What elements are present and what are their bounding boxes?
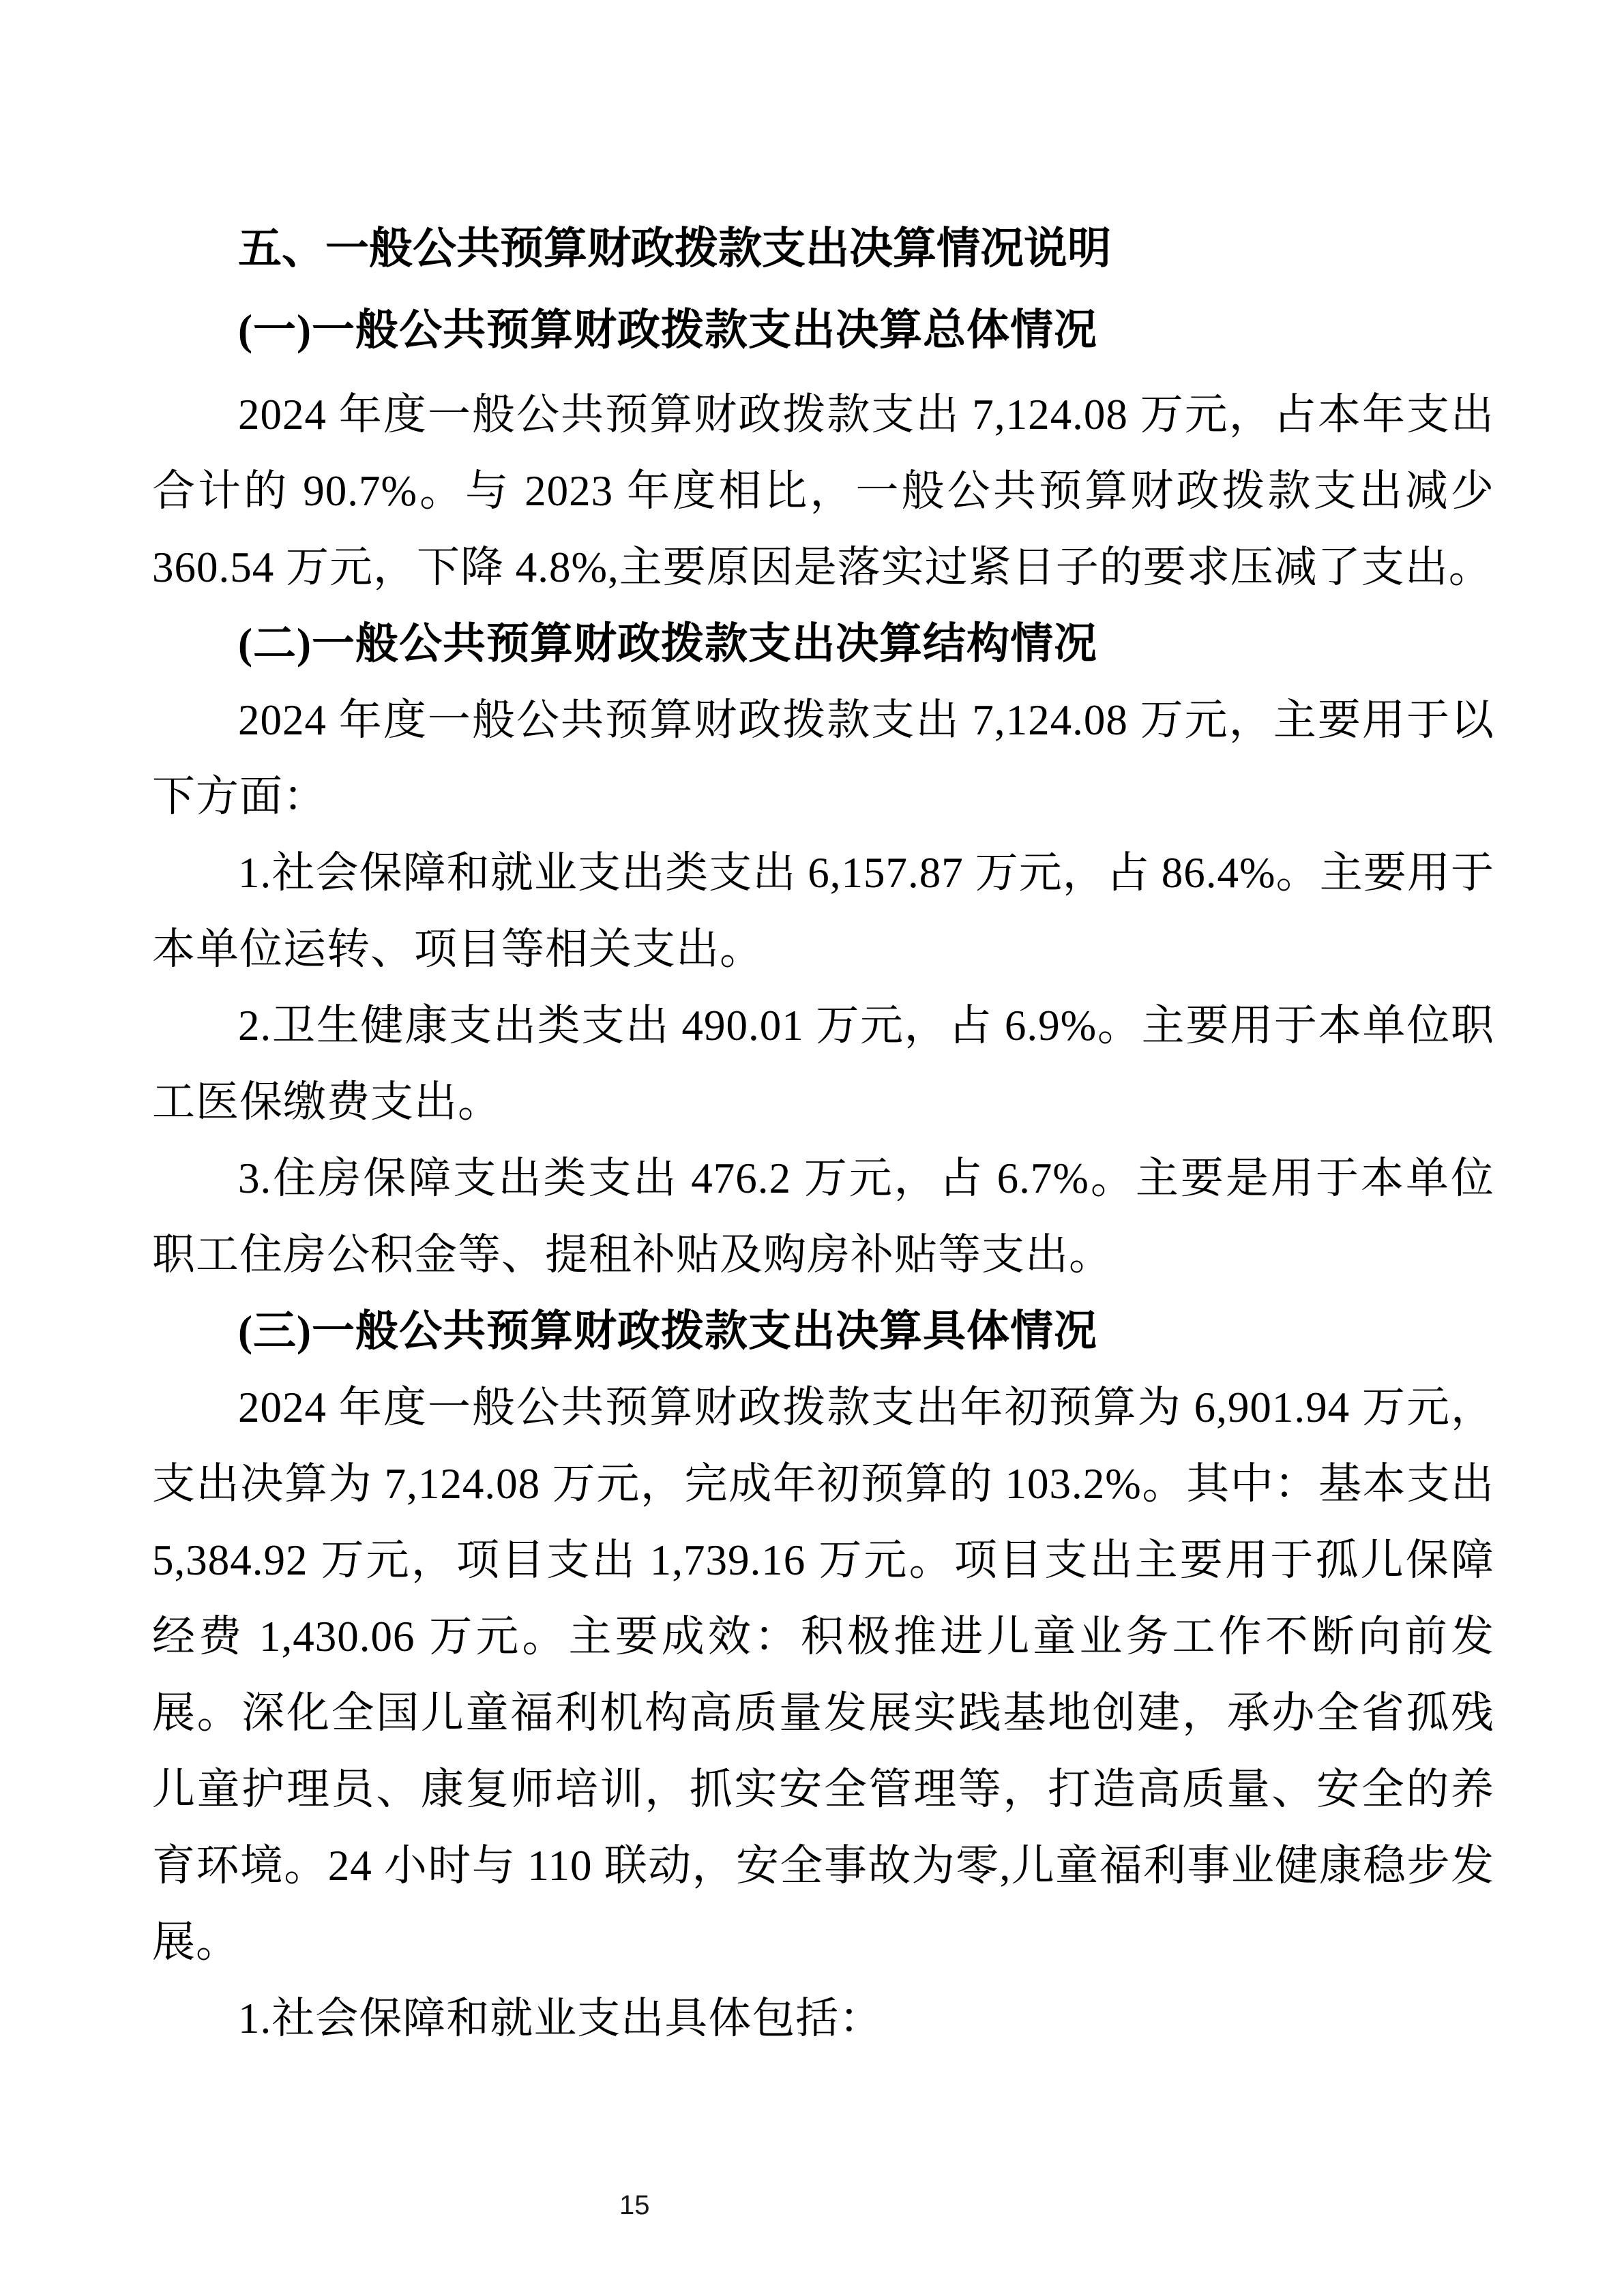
page-number: 15: [619, 2190, 650, 2220]
paragraph-social-security-detail-intro: 1.社会保障和就业支出具体包括：: [238, 1995, 883, 2042]
paragraph-overall-situation: 2024 年度一般公共预算财政拨款支出 7,124.08 万元，占本年支出合计的 90.7%。与 2023 年度相比，一般公共预算财政拨款支出减少 360.54 万元，下降 4.8%,主要原因是落实过紧日子的要求压减了支出。: [152, 391, 1494, 591]
section-heading-2: (二)一般公共预算财政拨款支出决算结构情况: [238, 620, 1097, 668]
section-heading-1: (一)一般公共预算财政拨款支出决算总体情况: [238, 306, 1097, 354]
section-heading-3: (三)一般公共预算财政拨款支出决算具体情况: [238, 1307, 1097, 1355]
document-body: [152, 210, 1494, 2057]
list-item-housing: 3.住房保障支出类支出 476.2 万元，占 6.7%。主要是用于本单位职工住房公积金等、提租补贴及购房补贴等支出。: [152, 1154, 1494, 1279]
paragraph-structure-intro: 2024 年度一般公共预算财政拨款支出 7,124.08 万元，主要用于以下方面：: [152, 696, 1494, 820]
list-item-health: 2.卫生健康支出类支出 490.01 万元，占 6.9%。主要用于本单位职工医保缴费支出。: [152, 1002, 1494, 1126]
page-title: 五、一般公共预算财政拨款支出决算情况说明: [238, 224, 1111, 273]
list-item-social-security: 1.社会保障和就业支出类支出 6,157.87 万元，占 86.4%。主要用于本单位运转、项目等相关支出。: [152, 849, 1494, 973]
paragraph-specific-situation: 2024 年度一般公共预算财政拨款支出年初预算为 6,901.94 万元，支出决算为 7,124.08 万元，完成年初预算的 103.2%。其中：基本支出 5,384.92 万元，项目支出 1,739.16 万元。项目支出主要用于孤儿保障经费 1,430.06 万元。主要成效：积极推进儿童业务工作不断向前发展。深化全国儿童福利机构高质量发展实践基地创建，承办全省孤残儿童护理员、康复师培训，抓实安全管理等，打造高质量、安全的养育环境。24 小时与 110 联动，安全事故为零,儿童福利事业健康稳步发展。: [152, 1384, 1494, 1966]
